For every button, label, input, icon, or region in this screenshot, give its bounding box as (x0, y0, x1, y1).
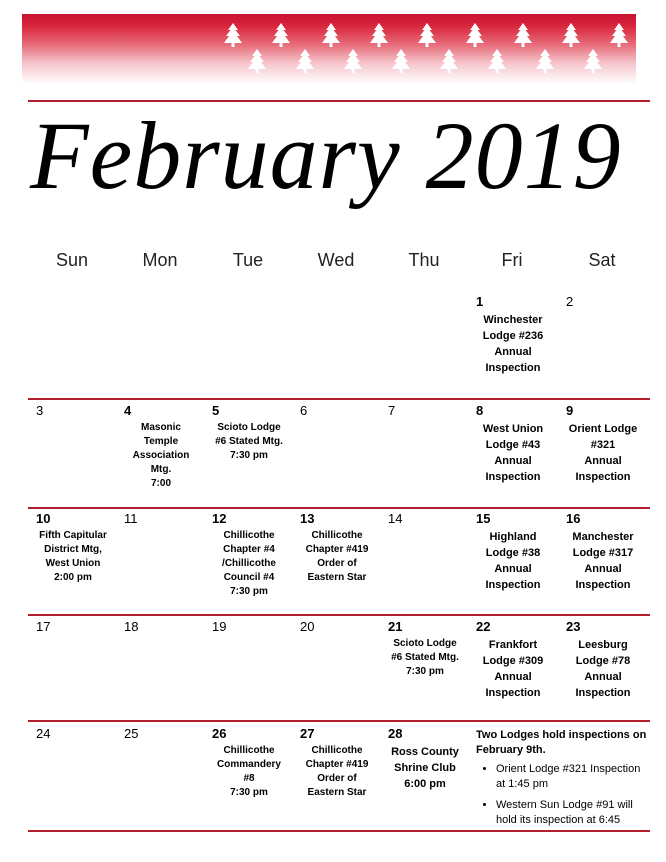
weekday-header: Sat (588, 250, 616, 270)
day-number: 19 (212, 619, 227, 634)
pine-tree-icon (486, 48, 508, 74)
event-line: Masonic (140, 422, 181, 433)
pine-tree-icon (560, 22, 582, 48)
pine-tree-icon (246, 48, 268, 74)
header-banner (22, 14, 636, 84)
event-line: Annual (494, 346, 532, 358)
day-cell-14[interactable] (382, 511, 468, 611)
day-cell-12[interactable] (206, 511, 292, 611)
day-number: 3 (36, 403, 44, 418)
month-title: February 2019 (30, 102, 622, 209)
day-number: 15 (476, 511, 491, 526)
event-line: Scioto Lodge (393, 638, 457, 649)
week-rule (28, 720, 650, 722)
event-line: District Mtg, (44, 544, 102, 555)
pine-tree-icon (270, 22, 292, 48)
day-cell-2[interactable] (560, 294, 646, 394)
pine-tree-icon (342, 48, 364, 74)
event-line: Scioto Lodge (217, 422, 281, 433)
event-line: Frankfort (488, 639, 538, 651)
pine-tree-icon (512, 22, 534, 48)
event-line: Chapter #419 (305, 759, 369, 770)
event-line: Lodge #236 (482, 330, 544, 342)
note-item: • Orient Lodge #321 Inspection at 1:45 pm (496, 762, 652, 792)
event-line: Lodge #78 (575, 655, 631, 667)
week-rule (28, 398, 650, 400)
day-cell-6[interactable] (294, 403, 380, 503)
event-line: Inspection (485, 362, 541, 374)
event-line: Inspection (485, 687, 541, 699)
event-line: Annual (584, 563, 622, 575)
day-number: 9 (566, 403, 574, 418)
event-line: Ross County (391, 746, 459, 758)
pine-tree-icon (390, 48, 412, 74)
day-number: 28 (388, 726, 403, 741)
pine-tree-icon (222, 22, 244, 48)
day-cell-26[interactable] (206, 726, 292, 826)
day-cell-18[interactable] (118, 619, 204, 719)
event-line: Chillicothe (311, 745, 363, 756)
weekday-header: Sun (55, 250, 89, 270)
event-line: #321 (590, 439, 616, 451)
event-line: /Chillicothe (222, 558, 276, 569)
event-line: Leesburg (578, 639, 628, 651)
event-line: West Union (482, 423, 544, 435)
event-line: Lodge #43 (485, 439, 541, 451)
day-cell-13[interactable] (294, 511, 380, 611)
event-line: Shrine Club (394, 762, 456, 774)
event-line: 7:30 pm (230, 450, 268, 461)
event-line: #8 (243, 773, 255, 784)
event-line: Eastern Star (307, 787, 367, 798)
event-line: Manchester (572, 531, 634, 543)
event-line: Lodge #317 (572, 547, 634, 559)
event-line: #6 Stated Mtg. (391, 652, 459, 663)
event-line: Orient Lodge (568, 423, 638, 435)
weekday-header: Thu (408, 250, 440, 270)
event-line: Mtg. (150, 464, 172, 475)
event-line: Inspection (485, 579, 541, 591)
day-number: 17 (36, 619, 51, 634)
day-cell-21[interactable] (382, 619, 468, 719)
event-line: West Union (45, 558, 101, 569)
day-cell-4[interactable] (118, 403, 204, 503)
event-line: 2:00 pm (54, 572, 92, 583)
note-list (476, 762, 652, 828)
event-line: Lodge #38 (485, 547, 541, 559)
day-cell-5[interactable] (206, 403, 292, 503)
event-line: Annual (494, 455, 532, 467)
event-line: Inspection (575, 579, 631, 591)
event-line: Eastern Star (307, 572, 367, 583)
pine-tree-icon (294, 48, 316, 74)
day-number: 18 (124, 619, 139, 634)
event-line: Winchester (483, 314, 543, 326)
day-number: 7 (388, 403, 396, 418)
inspection-note (476, 728, 652, 834)
event-line: Lodge #309 (482, 655, 544, 667)
day-cell-25[interactable] (118, 726, 204, 826)
day-number: 22 (476, 619, 491, 634)
day-cell-7[interactable] (382, 403, 468, 503)
day-number: 26 (212, 726, 227, 741)
event-line: Order of (317, 558, 357, 569)
day-cell-23[interactable] (560, 619, 646, 719)
event-line: Order of (317, 773, 357, 784)
event-line: Annual (494, 563, 532, 575)
day-number: 20 (300, 619, 315, 634)
day-cell-27[interactable] (294, 726, 380, 826)
event-line: 6:00 pm (404, 778, 446, 790)
event-line: Chapter #419 (305, 544, 369, 555)
event-line: Annual (494, 671, 532, 683)
event-line: Inspection (575, 687, 631, 699)
event-line: Chillicothe (223, 745, 275, 756)
day-cell-11[interactable] (118, 511, 204, 611)
event-line: #6 Stated Mtg. (215, 436, 283, 447)
day-cell-3[interactable] (30, 403, 116, 503)
day-number: 14 (388, 511, 403, 526)
event-line: Highland (489, 531, 537, 543)
day-number: 6 (300, 403, 308, 418)
day-number: 16 (566, 511, 581, 526)
day-number: 8 (476, 403, 484, 418)
day-number: 5 (212, 403, 220, 418)
event-line: Chapter #4 (223, 544, 275, 555)
weekday-header: Fri (501, 250, 523, 270)
day-cell-1[interactable] (470, 294, 556, 394)
day-cell-8[interactable] (470, 403, 556, 503)
day-cell-28[interactable] (382, 726, 468, 826)
note-heading: Two Lodges hold inspections on February 9th. (476, 729, 647, 756)
pine-tree-icon (320, 22, 342, 48)
pine-tree-icon (608, 22, 630, 48)
pine-tree-icon (368, 22, 390, 48)
event-line: Inspection (485, 471, 541, 483)
day-number: 4 (124, 403, 132, 418)
weekday-header: Mon (142, 250, 178, 270)
day-cell-15[interactable] (470, 511, 556, 611)
day-cell-17[interactable] (30, 619, 116, 719)
event-line: Association (132, 450, 190, 461)
event-line: 7:30 pm (230, 787, 268, 798)
pine-tree-icon (534, 48, 556, 74)
note-item: • Western Sun Lodge #91 will hold its inspection at 6:45 (496, 798, 652, 828)
event-line: 7:30 pm (230, 586, 268, 597)
pine-tree-icon (464, 22, 486, 48)
event-line: Inspection (575, 471, 631, 483)
week-rule (28, 507, 650, 509)
week-rule (28, 614, 650, 616)
pine-tree-icon (582, 48, 604, 74)
day-number: 13 (300, 511, 315, 526)
event-line: Fifth Capitular (39, 530, 107, 541)
day-number: 21 (388, 619, 403, 634)
event-line: Temple (143, 436, 179, 447)
event-line: Annual (584, 455, 622, 467)
day-number: 10 (36, 511, 51, 526)
weekday-header: Wed (317, 250, 355, 270)
day-cell-20[interactable] (294, 619, 380, 719)
day-cell-10[interactable] (30, 511, 116, 611)
day-number: 1 (476, 294, 484, 309)
event-line: Commandery (217, 759, 281, 770)
event-line: 7:30 pm (406, 666, 444, 677)
day-cell-16[interactable] (560, 511, 646, 611)
pine-tree-icon (416, 22, 438, 48)
event-line: Council #4 (223, 572, 275, 583)
event-line: Chillicothe (223, 530, 275, 541)
weekday-header: Tue (232, 250, 264, 270)
day-cell-19[interactable] (206, 619, 292, 719)
day-cell-24[interactable] (30, 726, 116, 826)
day-number: 24 (36, 726, 51, 741)
day-number: 25 (124, 726, 139, 741)
day-number: 12 (212, 511, 227, 526)
event-line: Chillicothe (311, 530, 363, 541)
event-line: 7:00 (150, 478, 171, 489)
day-number: 2 (566, 294, 574, 309)
day-number: 23 (566, 619, 581, 634)
event-line: Annual (584, 671, 622, 683)
day-cell-22[interactable] (470, 619, 556, 719)
pine-tree-icon (438, 48, 460, 74)
day-cell-9[interactable] (560, 403, 646, 503)
day-number: 27 (300, 726, 315, 741)
week-rule (28, 830, 650, 832)
day-number: 11 (124, 511, 138, 526)
